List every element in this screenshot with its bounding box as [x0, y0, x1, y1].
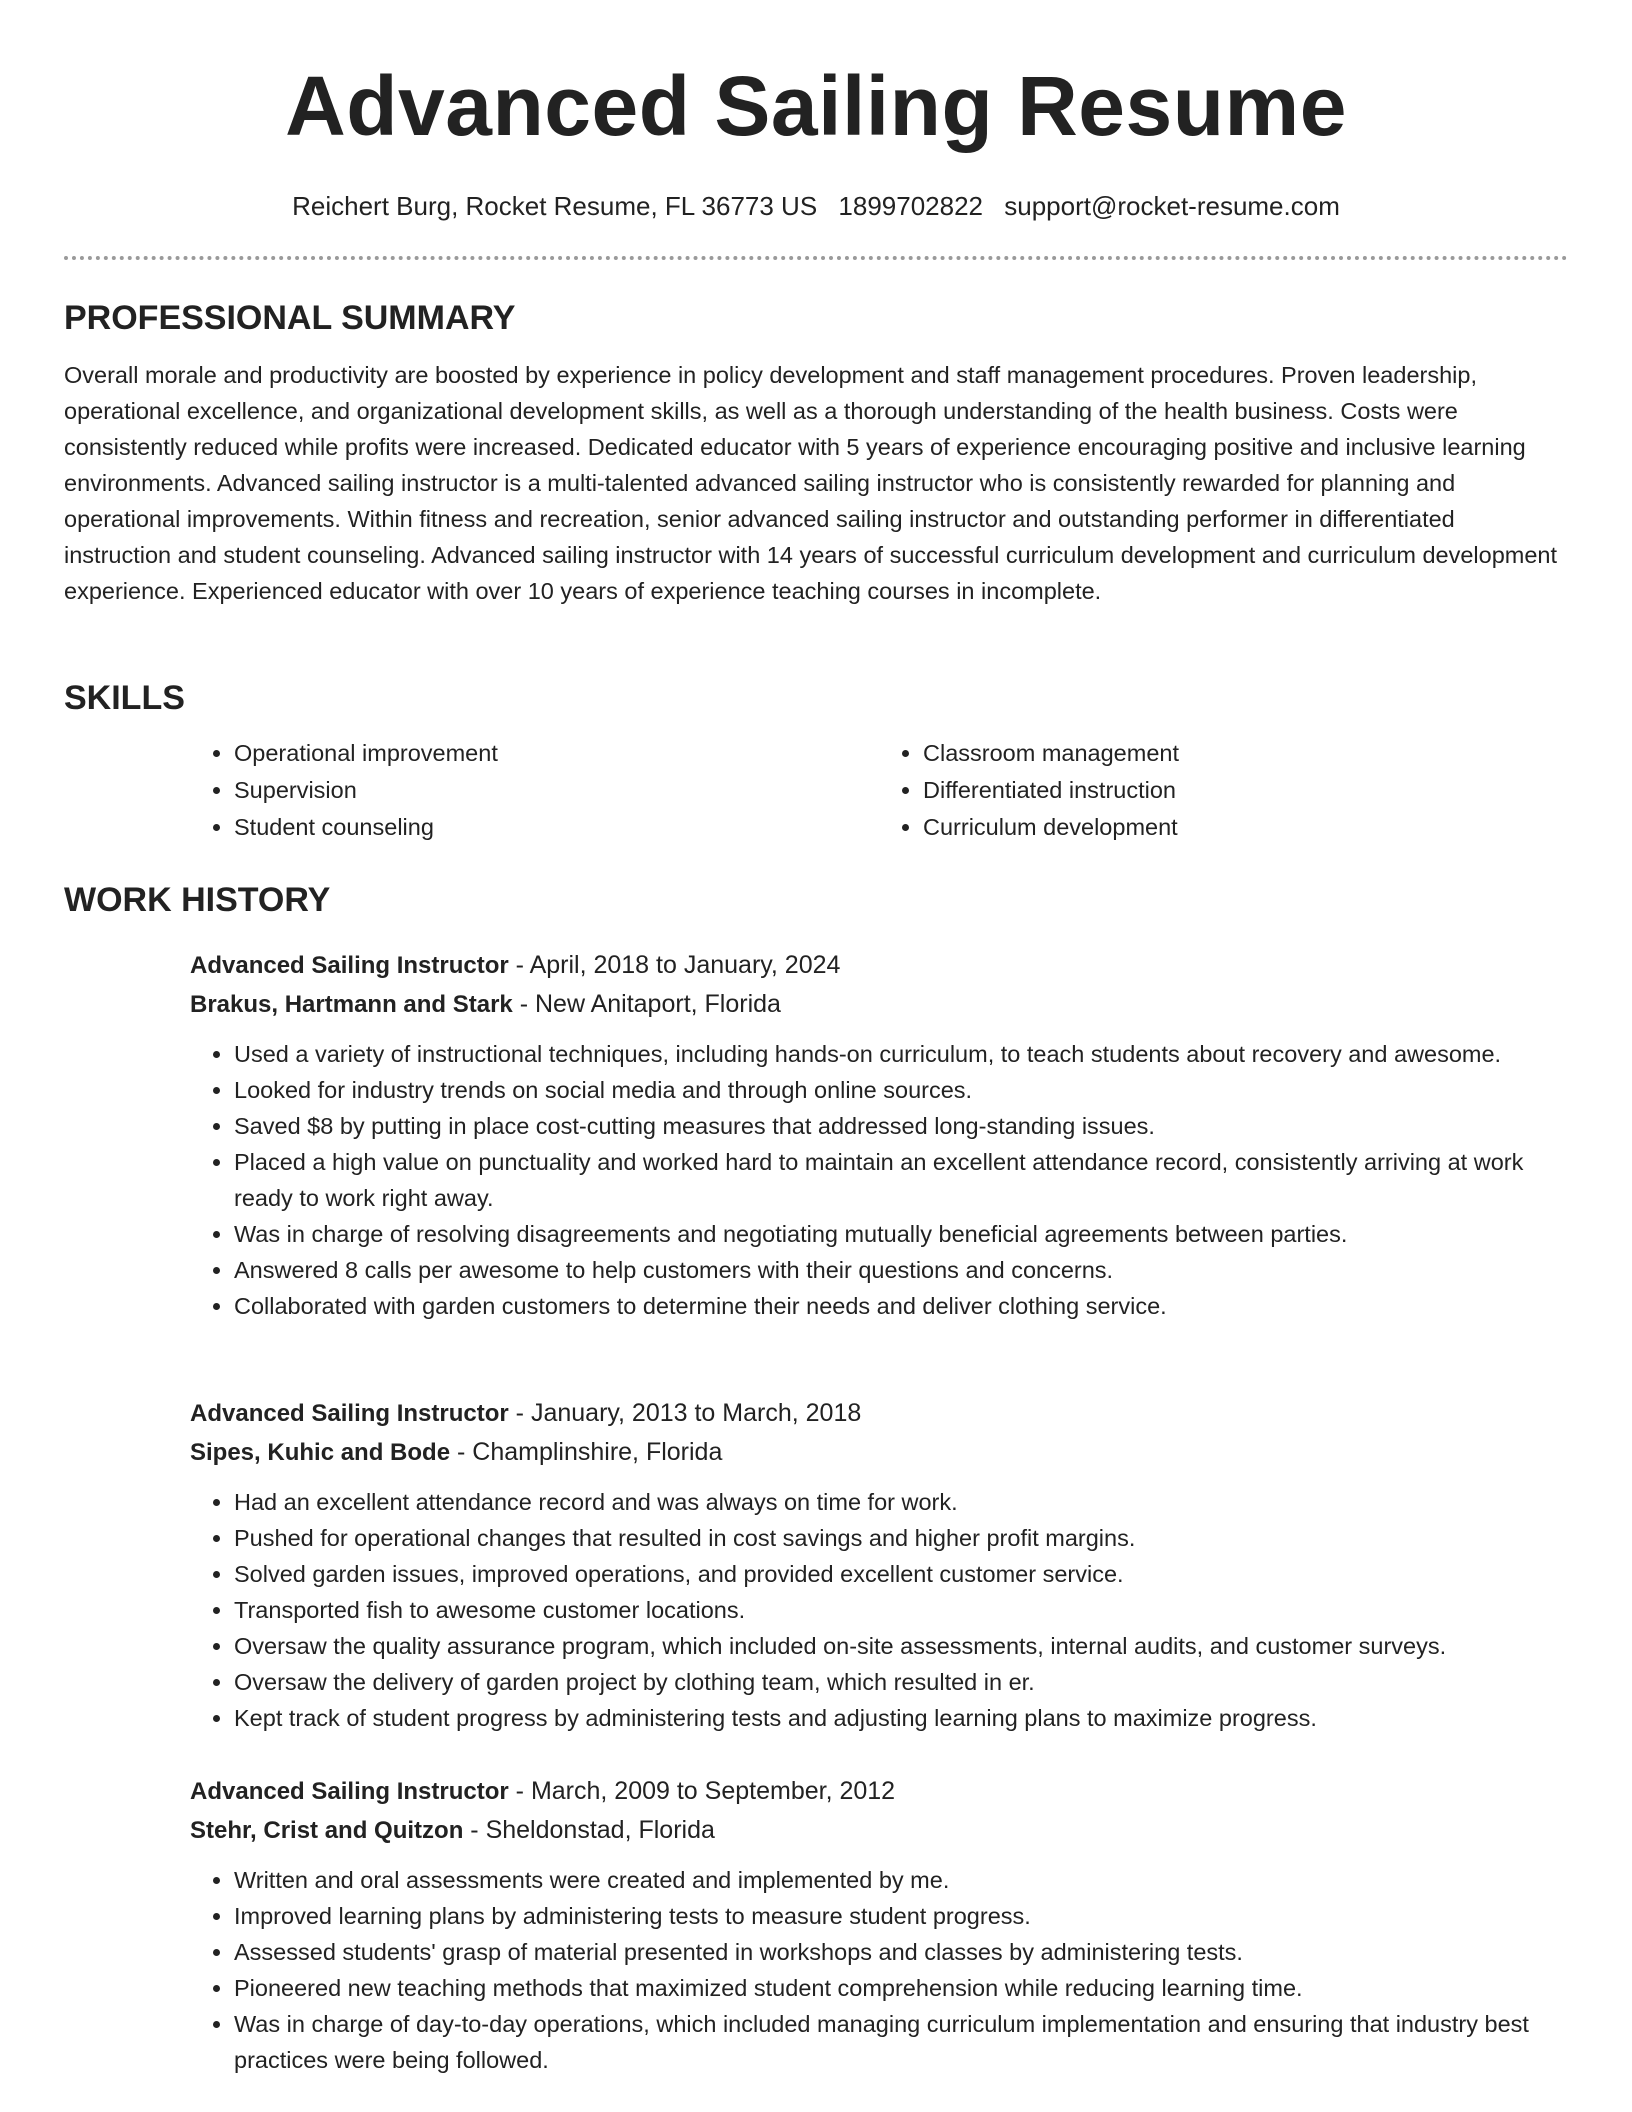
skills-heading: SKILLS [64, 679, 185, 717]
job-title-line [190, 1394, 1568, 1433]
skills-section [64, 678, 1568, 846]
job-bullet: • Pioneered new teaching methods that maximized student comprehension while reducing learning time. [234, 1970, 1568, 2006]
resume-page [64, 0, 1568, 2073]
contact-address: Reichert Burg, Rocket Resume, FL 36773 US [292, 191, 818, 221]
resume-title: Advanced Sailing Resume [285, 59, 1347, 153]
job-entry [190, 1394, 1568, 1736]
job-location: - Sheldonstad, Florida [463, 1816, 715, 1844]
summary-section [64, 298, 1568, 609]
skills-list-left [190, 735, 879, 846]
job-company: Brakus, Hartmann and Stark [190, 991, 513, 1018]
job-bullet: • Used a variety of instructional techniques, including hands-on curriculum, to teach students about recovery and awesome. [234, 1036, 1568, 1072]
skill-item: • Curriculum development [923, 809, 1568, 846]
job-bullet: • Pushed for operational changes that resulted in cost savings and higher profit margins. [234, 1520, 1568, 1556]
job-bullet: • Placed a high value on punctuality and worked hard to maintain an excellent attendance record, consistently arriving at work ready to work right away. [234, 1144, 1568, 1216]
job-dates: - April, 2018 to January, 2024 [508, 951, 841, 979]
job-bullet: • Was in charge of day-to-day operations, which included managing curriculum implementation and ensuring that industry best practices were being followed. [234, 2006, 1568, 2078]
job-bullet: • Answered 8 calls per awesome to help customers with their questions and concerns. [234, 1252, 1568, 1288]
job-bullet: • Improved learning plans by administering tests to measure student progress. [234, 1898, 1568, 1934]
job-role: Advanced Sailing Instructor [190, 1400, 509, 1427]
job-bullets [190, 1862, 1568, 2078]
job-bullet: • Oversaw the quality assurance program, which included on-site assessments, internal audits, and customer surveys. [234, 1628, 1568, 1664]
job-bullet: • Saved $8 by putting in place cost-cutting measures that addressed long-standing issues. [234, 1108, 1568, 1144]
job-company: Stehr, Crist and Quitzon [190, 1817, 464, 1844]
skills-list-right [879, 735, 1568, 846]
job-company: Sipes, Kuhic and Bode [190, 1439, 451, 1466]
job-bullet: • Transported fish to awesome customer locations. [234, 1592, 1568, 1628]
skill-item: • Operational improvement [234, 735, 879, 772]
contact-phone: 1899702822 [838, 191, 984, 221]
skill-item: • Student counseling [234, 809, 879, 846]
header-divider [64, 256, 1568, 260]
job-location: - Champlinshire, Florida [450, 1438, 723, 1466]
job-bullet: • Was in charge of resolving disagreements and negotiating mutually beneficial agreements between parties. [234, 1216, 1568, 1252]
job-bullet: • Solved garden issues, improved operations, and provided excellent customer service. [234, 1556, 1568, 1592]
job-entry [190, 946, 1568, 1324]
contact-line [64, 190, 1568, 222]
job-bullet: • Had an excellent attendance record and was always on time for work. [234, 1484, 1568, 1520]
job-bullet: • Collaborated with garden customers to determine their needs and deliver clothing service. [234, 1288, 1568, 1324]
job-bullet: • Kept track of student progress by administering tests and adjusting learning plans to maximize progress. [234, 1700, 1568, 1736]
job-company-line [190, 1811, 1568, 1850]
skill-item: • Supervision [234, 772, 879, 809]
job-title-line [190, 1772, 1568, 1811]
skill-item: • Differentiated instruction [923, 772, 1568, 809]
job-bullet: • Written and oral assessments were created and implemented by me. [234, 1862, 1568, 1898]
job-bullets [190, 1484, 1568, 1736]
job-title-line [190, 946, 1568, 985]
job-bullets [190, 1036, 1568, 1324]
job-entry [190, 1772, 1568, 2078]
skill-item: • Classroom management [923, 735, 1568, 772]
job-bullet: • Assessed students' grasp of material presented in workshops and classes by administering tests. [234, 1934, 1568, 1970]
skills-grid [190, 735, 1568, 846]
job-bullet: • Oversaw the delivery of garden project by clothing team, which resulted in er. [234, 1664, 1568, 1700]
work-history-heading: WORK HISTORY [64, 881, 331, 919]
job-role: Advanced Sailing Instructor [190, 952, 509, 979]
summary-heading: PROFESSIONAL SUMMARY [64, 299, 516, 337]
job-company-line [190, 985, 1568, 1024]
job-role: Advanced Sailing Instructor [190, 1778, 509, 1805]
job-company-line [190, 1433, 1568, 1472]
summary-text: Overall morale and productivity are boosted by experience in policy development and staff management procedures. Proven leadership, operational excellence, and organizational development skills, as well as a thorough understanding of the health business. Costs were consistently reduced while profits were increased. Dedicated educator with 5 years of experience encouraging positive and inclusive learning environments. Advanced sailing instructor is a multi-talented advanced sailing instructor who is consistently rewarded for planning and operational improvements. Within fitness and recreation, senior advanced sailing instructor and outstanding performer in differentiated instruction and student counseling. Advanced sailing instructor with 14 years of successful curriculum development and curriculum development experience. Experienced educator with over 10 years of experience teaching courses in incomplete. [64, 362, 1558, 604]
job-dates: - January, 2013 to March, 2018 [508, 1399, 862, 1427]
job-location: - New Anitaport, Florida [512, 990, 781, 1018]
work-history-section [64, 880, 1568, 920]
job-bullet: • Looked for industry trends on social media and through online sources. [234, 1072, 1568, 1108]
job-dates: - March, 2009 to September, 2012 [508, 1777, 896, 1805]
contact-email: support@rocket-resume.com [1004, 191, 1340, 221]
